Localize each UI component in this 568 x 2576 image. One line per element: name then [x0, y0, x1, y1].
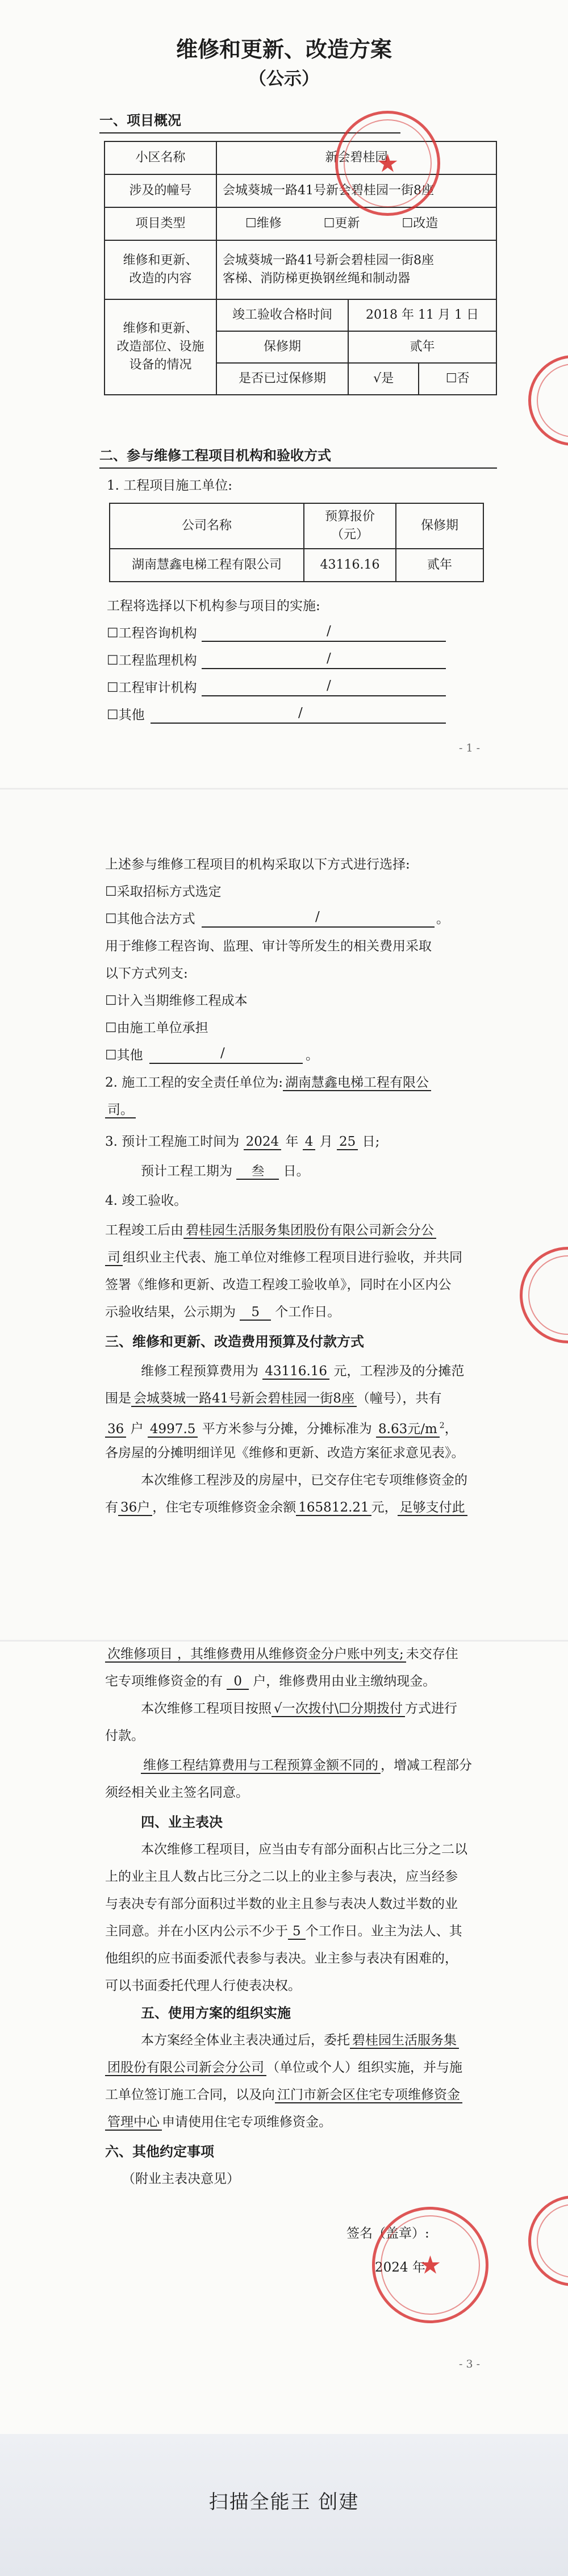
payment-method: √一次拨付\☐分期拨付: [272, 1701, 405, 1717]
fund-expense-source: ，其维修费用从维修资金分户账中列支;: [175, 1647, 406, 1663]
org-audit-line: [202, 695, 446, 696]
p3-line-16: [105, 2112, 332, 2132]
scope-prefix: 围是: [105, 1391, 131, 1406]
p2-line-1: 上述参与维修工程项目的机构采取以下方式进行选择:: [105, 857, 410, 872]
facility-label-line-2: 改造部位、设施: [116, 340, 204, 354]
fund-balance-label: ，住宅专项维修资金余额: [152, 1500, 296, 1515]
duration-label: 预计工程工期为: [141, 1164, 232, 1179]
document-page-3: [0, 1642, 568, 2434]
company-name-header: 公司名称: [110, 503, 304, 549]
type-option-renovate: ☐改造: [402, 216, 438, 231]
entrusted-company: 碧桂园生活服务集: [350, 2033, 459, 2049]
fund-center-end: 管理中心: [105, 2115, 162, 2131]
org-other-line: [151, 723, 446, 724]
acceptance-text: 组织业主代表、施工单位对维修工程项目进行验收，并共同: [123, 1250, 462, 1265]
slash-2: /: [327, 651, 331, 666]
p2-line-8-blank: [149, 1063, 303, 1064]
start-year: 2024: [244, 1134, 282, 1150]
vote-publicity-label: 主同意。并在小区内公示不少于: [105, 1924, 288, 1939]
area-value: 4997.5: [148, 1422, 198, 1438]
budget-header: [304, 503, 396, 549]
budget-cell: 43116.16: [304, 549, 396, 582]
content-label-line-1: 维修和更新、: [123, 253, 198, 268]
p2-line-3: ☐其他合法方式: [105, 912, 195, 926]
p2-line-8: ☐其他: [105, 1048, 143, 1063]
p2-line-11: [105, 1132, 379, 1151]
org-audit: ☐工程审计机构: [107, 680, 197, 695]
p3-line-12: 可以书面委托代理人行使表决权。: [105, 1978, 301, 1993]
org-supervision-line: [202, 668, 446, 669]
p2-slash-2: /: [220, 1046, 225, 1061]
scanner-watermark-bar: [0, 2434, 568, 2576]
acceptance-date-value: 2018 年 11 月 1 日: [348, 299, 496, 331]
org-consulting-line: [202, 641, 446, 642]
p2-line-14: [105, 1221, 436, 1240]
area-text: 平方米参与分摊，分摊标准为: [202, 1421, 372, 1437]
project-type-options: [216, 207, 496, 240]
payment-label: 本次维修工程项目按照: [141, 1701, 272, 1716]
scope-value: 会城葵城一路41号新会碧桂园一街8座: [131, 1391, 357, 1407]
document-page-2: [0, 790, 568, 1642]
p3-line-13: [141, 2031, 459, 2050]
budget-header-line-2: （元）: [331, 528, 369, 542]
fund-prefix: 有: [105, 1500, 118, 1515]
p2-slash-1: /: [315, 909, 320, 924]
budget-header-line-1: 预算报价: [324, 510, 375, 524]
publicity-period-unit: 个工作日。: [275, 1305, 341, 1320]
p3-line-9: 与表决专有部分面积过半数的业主且参与表决人数过半数的业: [105, 1897, 458, 1911]
settlement-condition: 维修工程结算费用与工程预算金额不同的: [141, 1758, 381, 1774]
building-label: 涉及的幢号: [105, 174, 216, 207]
seam-seal-right-1: [528, 355, 568, 446]
section-5-heading: 五、使用方案的组织实施: [141, 2005, 291, 2021]
entrusted-company-end: 团股份有限公司新会分公司: [105, 2060, 266, 2076]
publicity-period-value: 5: [240, 1305, 271, 1321]
document-subtitle: （公示）: [249, 69, 319, 89]
p2-line-16: 签署《维修和更新、改造工程竣工验收单》，同时在小区内公: [105, 1277, 452, 1292]
content-label-line-2: 改造的内容: [129, 272, 192, 286]
scope-suffix: （幢号），共有: [356, 1391, 442, 1406]
fund-balance-unit: 元，: [371, 1500, 398, 1515]
warranty-header: 保修期: [396, 503, 483, 549]
building-value: 会城葵城一路41号新会碧桂园一街8座: [216, 174, 496, 207]
p2-line-9: [105, 1073, 431, 1092]
unpaid-prefix: 未交存住: [406, 1647, 458, 1661]
acceptance-organizer-prefix: 工程竣工后由: [105, 1223, 183, 1238]
p3-line-15: [105, 2085, 462, 2105]
seam-seal-right-2: [520, 1247, 568, 1343]
item-1-construction-unit: 1. 工程项目施工单位:: [107, 478, 233, 493]
settlement-text: ，增减工程部分: [381, 1758, 472, 1773]
acceptance-organizer-end: 司: [105, 1250, 123, 1266]
p2-line-13: 4. 竣工验收。: [105, 1193, 187, 1208]
slash-4: /: [298, 705, 303, 720]
project-overview-table: [104, 141, 497, 395]
choose-orgs-text: 工程将选择以下机构参与项目的实施:: [107, 599, 320, 613]
p3-line-14: [105, 2058, 462, 2077]
construction-unit-table: [109, 503, 484, 582]
start-date-label: 3. 预计工程施工时间为: [105, 1134, 240, 1149]
vote-publicity-days: 5: [288, 1924, 306, 1940]
p3-line-3: [141, 1699, 457, 1718]
seam-seal-right-3: [528, 2195, 568, 2286]
start-year-unit: 年: [285, 1134, 299, 1149]
entrust-text: （单位或个人）组织实施，并与施: [266, 2060, 462, 2075]
fund-balance-value: 165812.21: [296, 1500, 371, 1516]
content-value-line-2: 客梯、消防梯更换钢丝绳和制动器: [223, 272, 411, 286]
safety-unit-label: 2. 施工工程的安全责任单位为:: [105, 1075, 283, 1090]
safety-unit-value: 湖南慧鑫电梯工程有限公: [283, 1075, 431, 1091]
slash-1: /: [327, 624, 331, 638]
p2-line-18: [141, 1362, 464, 1381]
entrust-prefix: 本方案经全体业主表决通过后，委托: [141, 2033, 350, 2048]
warranty-label: 保修期: [216, 331, 348, 363]
p2-line-15: [105, 1248, 462, 1267]
apply-prefix: 工单位签订施工合同，以及向: [105, 2087, 275, 2102]
content-label: [105, 240, 216, 299]
section-3-heading: 三、维修和更新、改造费用预算及付款方式: [105, 1334, 364, 1350]
vote-publicity-text: 个工作日。业主为法人、其: [305, 1924, 462, 1939]
p2-line-6: ☐计入当期维修工程成本: [105, 993, 248, 1008]
p2-line-17: [105, 1302, 340, 1322]
p2-line-12: [141, 1162, 310, 1181]
households-unit: 户: [130, 1421, 144, 1437]
document-title: 维修和更新、改造方案: [176, 37, 392, 62]
p2-line-10: [105, 1100, 136, 1120]
section-2-heading: 二、参与维修工程项目机构和验收方式: [99, 448, 331, 464]
unpaid-label: 宅专项维修资金的有: [105, 1674, 223, 1689]
p2-line-7: ☐由施工单位承担: [105, 1021, 208, 1036]
p3-line-11: 他组织的应书面委派代表参与表决。业主参与表决有困难的，: [105, 1951, 458, 1966]
p2-line-5: 以下方式列支:: [105, 966, 188, 981]
p3-line-7: 本次维修工程项目，应当由专有部分面积占比三分之二以: [141, 1842, 467, 1857]
p2-line-20: 36 户 4997.5 平方米参与分摊，分摊标准为 8.63元/m $^2$，: [105, 1416, 458, 1439]
publicity-period-label: 示验收结果，公示期为: [105, 1305, 236, 1320]
warranty-cell: 贰年: [396, 549, 483, 582]
payment-suffix: 方式进行: [405, 1701, 458, 1716]
org-other: ☐其他: [107, 708, 145, 723]
p2-line-23: [105, 1498, 467, 1517]
budget-value: 43116.16: [262, 1364, 329, 1380]
acceptance-date-label: 竣工验收合格时间: [216, 299, 348, 331]
p3-line-8: 上的业主且人数占比三分之二以上的业主参与表决，应当经参: [105, 1869, 458, 1884]
type-option-repair: ☐维修: [245, 216, 282, 231]
p2-line-4: 用于维修工程咨询、监理、审计等所发生的相关费用采取: [105, 939, 432, 954]
project-type-label: 项目类型: [105, 207, 216, 240]
fund-households: 36户: [118, 1500, 152, 1516]
unpaid-households: 0: [227, 1674, 249, 1690]
p3-line-6: 须经相关业主签名同意。: [105, 1785, 249, 1800]
safety-unit-value-end: 司。: [105, 1103, 136, 1118]
org-consulting: ☐工程咨询机构: [107, 626, 197, 641]
slash-3: /: [327, 678, 331, 693]
p2-period-1: 。: [436, 912, 449, 926]
start-month: 4: [303, 1134, 316, 1150]
official-seal-bottom: ★: [372, 2207, 488, 2323]
households-count: 36: [105, 1422, 126, 1438]
official-seal-top: ★: [335, 111, 440, 216]
scanner-brand-text: 扫描全能王 创建: [208, 2491, 360, 2514]
signature-label: 签名（盖章）:: [346, 2226, 429, 2241]
overdue-label: 是否已过保修期: [216, 363, 348, 395]
share-standard-comma: ，: [444, 1421, 458, 1437]
facility-label: [105, 299, 216, 395]
content-value: [216, 240, 496, 299]
org-supervision: ☐工程监理机构: [107, 653, 197, 668]
share-standard: 8.63元/m: [376, 1422, 440, 1438]
section-1-heading: 一、项目概况: [99, 112, 181, 128]
start-month-unit: 月: [319, 1134, 333, 1149]
p3-line-17: （附业主表决意见）: [122, 2172, 240, 2186]
content-value-line-1: 会城葵城一路41号新会碧桂园一街8座: [223, 253, 434, 268]
fund-sufficient: 足够支付此: [398, 1500, 467, 1516]
unpaid-text: 户，维修费用由业主缴纳现金。: [253, 1674, 436, 1689]
fund-center: 江门市新会区住宅专项维修资金: [275, 2087, 462, 2103]
p2-line-19: [105, 1389, 441, 1408]
start-day-unit: 日;: [362, 1134, 380, 1149]
apply-text: 申请使用住宅专项维修资金。: [162, 2115, 332, 2130]
budget-label: 维修工程预算费用为: [141, 1364, 258, 1379]
p2-line-21: 各房屋的分摊明细详见《维修和更新、改造方案征求意见表》。: [105, 1446, 465, 1460]
community-value: 新会碧桂园: [216, 141, 496, 174]
page-number-1: - 1 -: [459, 742, 481, 754]
warranty-value: 贰年: [348, 331, 496, 363]
overdue-yes: √是: [348, 363, 419, 395]
community-label: 小区名称: [105, 141, 216, 174]
start-day: 25: [337, 1134, 358, 1150]
section-6-heading: 六、其他约定事项: [105, 2144, 214, 2160]
p2-period-2: 。: [306, 1048, 319, 1063]
type-option-update: ☐更新: [323, 216, 360, 231]
facility-label-line-3: 设备的情况: [129, 358, 192, 372]
fund-sufficient-end: 次维修项目: [105, 1647, 175, 1663]
signature-date: 2024 年: [375, 2260, 425, 2275]
page-number-3: - 3 -: [459, 2358, 481, 2370]
p2-line-22: 本次维修工程涉及的房屋中，已交存住宅专项维修资金的: [141, 1473, 467, 1488]
acceptance-organizer: 碧桂园生活服务集团股份有限公司新会分公: [183, 1223, 436, 1239]
p2-line-2: ☐采取招标方式选定: [105, 884, 222, 899]
duration-value: 叁: [236, 1164, 279, 1180]
duration-unit: 日。: [283, 1164, 310, 1179]
overdue-no: ☐否: [419, 363, 496, 395]
document-page-1: [0, 0, 568, 790]
section-4-heading: 四、业主表决: [141, 1814, 223, 1830]
section-2-rule: [99, 467, 497, 469]
p3-line-5: [141, 1756, 472, 1775]
p3-line-1: [105, 1644, 458, 1664]
budget-text: 元，工程涉及的分摊范: [333, 1364, 465, 1379]
company-name-cell: 湖南慧鑫电梯工程有限公司: [110, 549, 304, 582]
p3-line-2: [105, 1672, 436, 1691]
p3-line-4: 付款。: [105, 1729, 144, 1743]
p3-line-10: [105, 1922, 462, 1941]
facility-label-line-1: 维修和更新、: [123, 322, 198, 336]
p2-line-3-blank: [202, 926, 435, 928]
